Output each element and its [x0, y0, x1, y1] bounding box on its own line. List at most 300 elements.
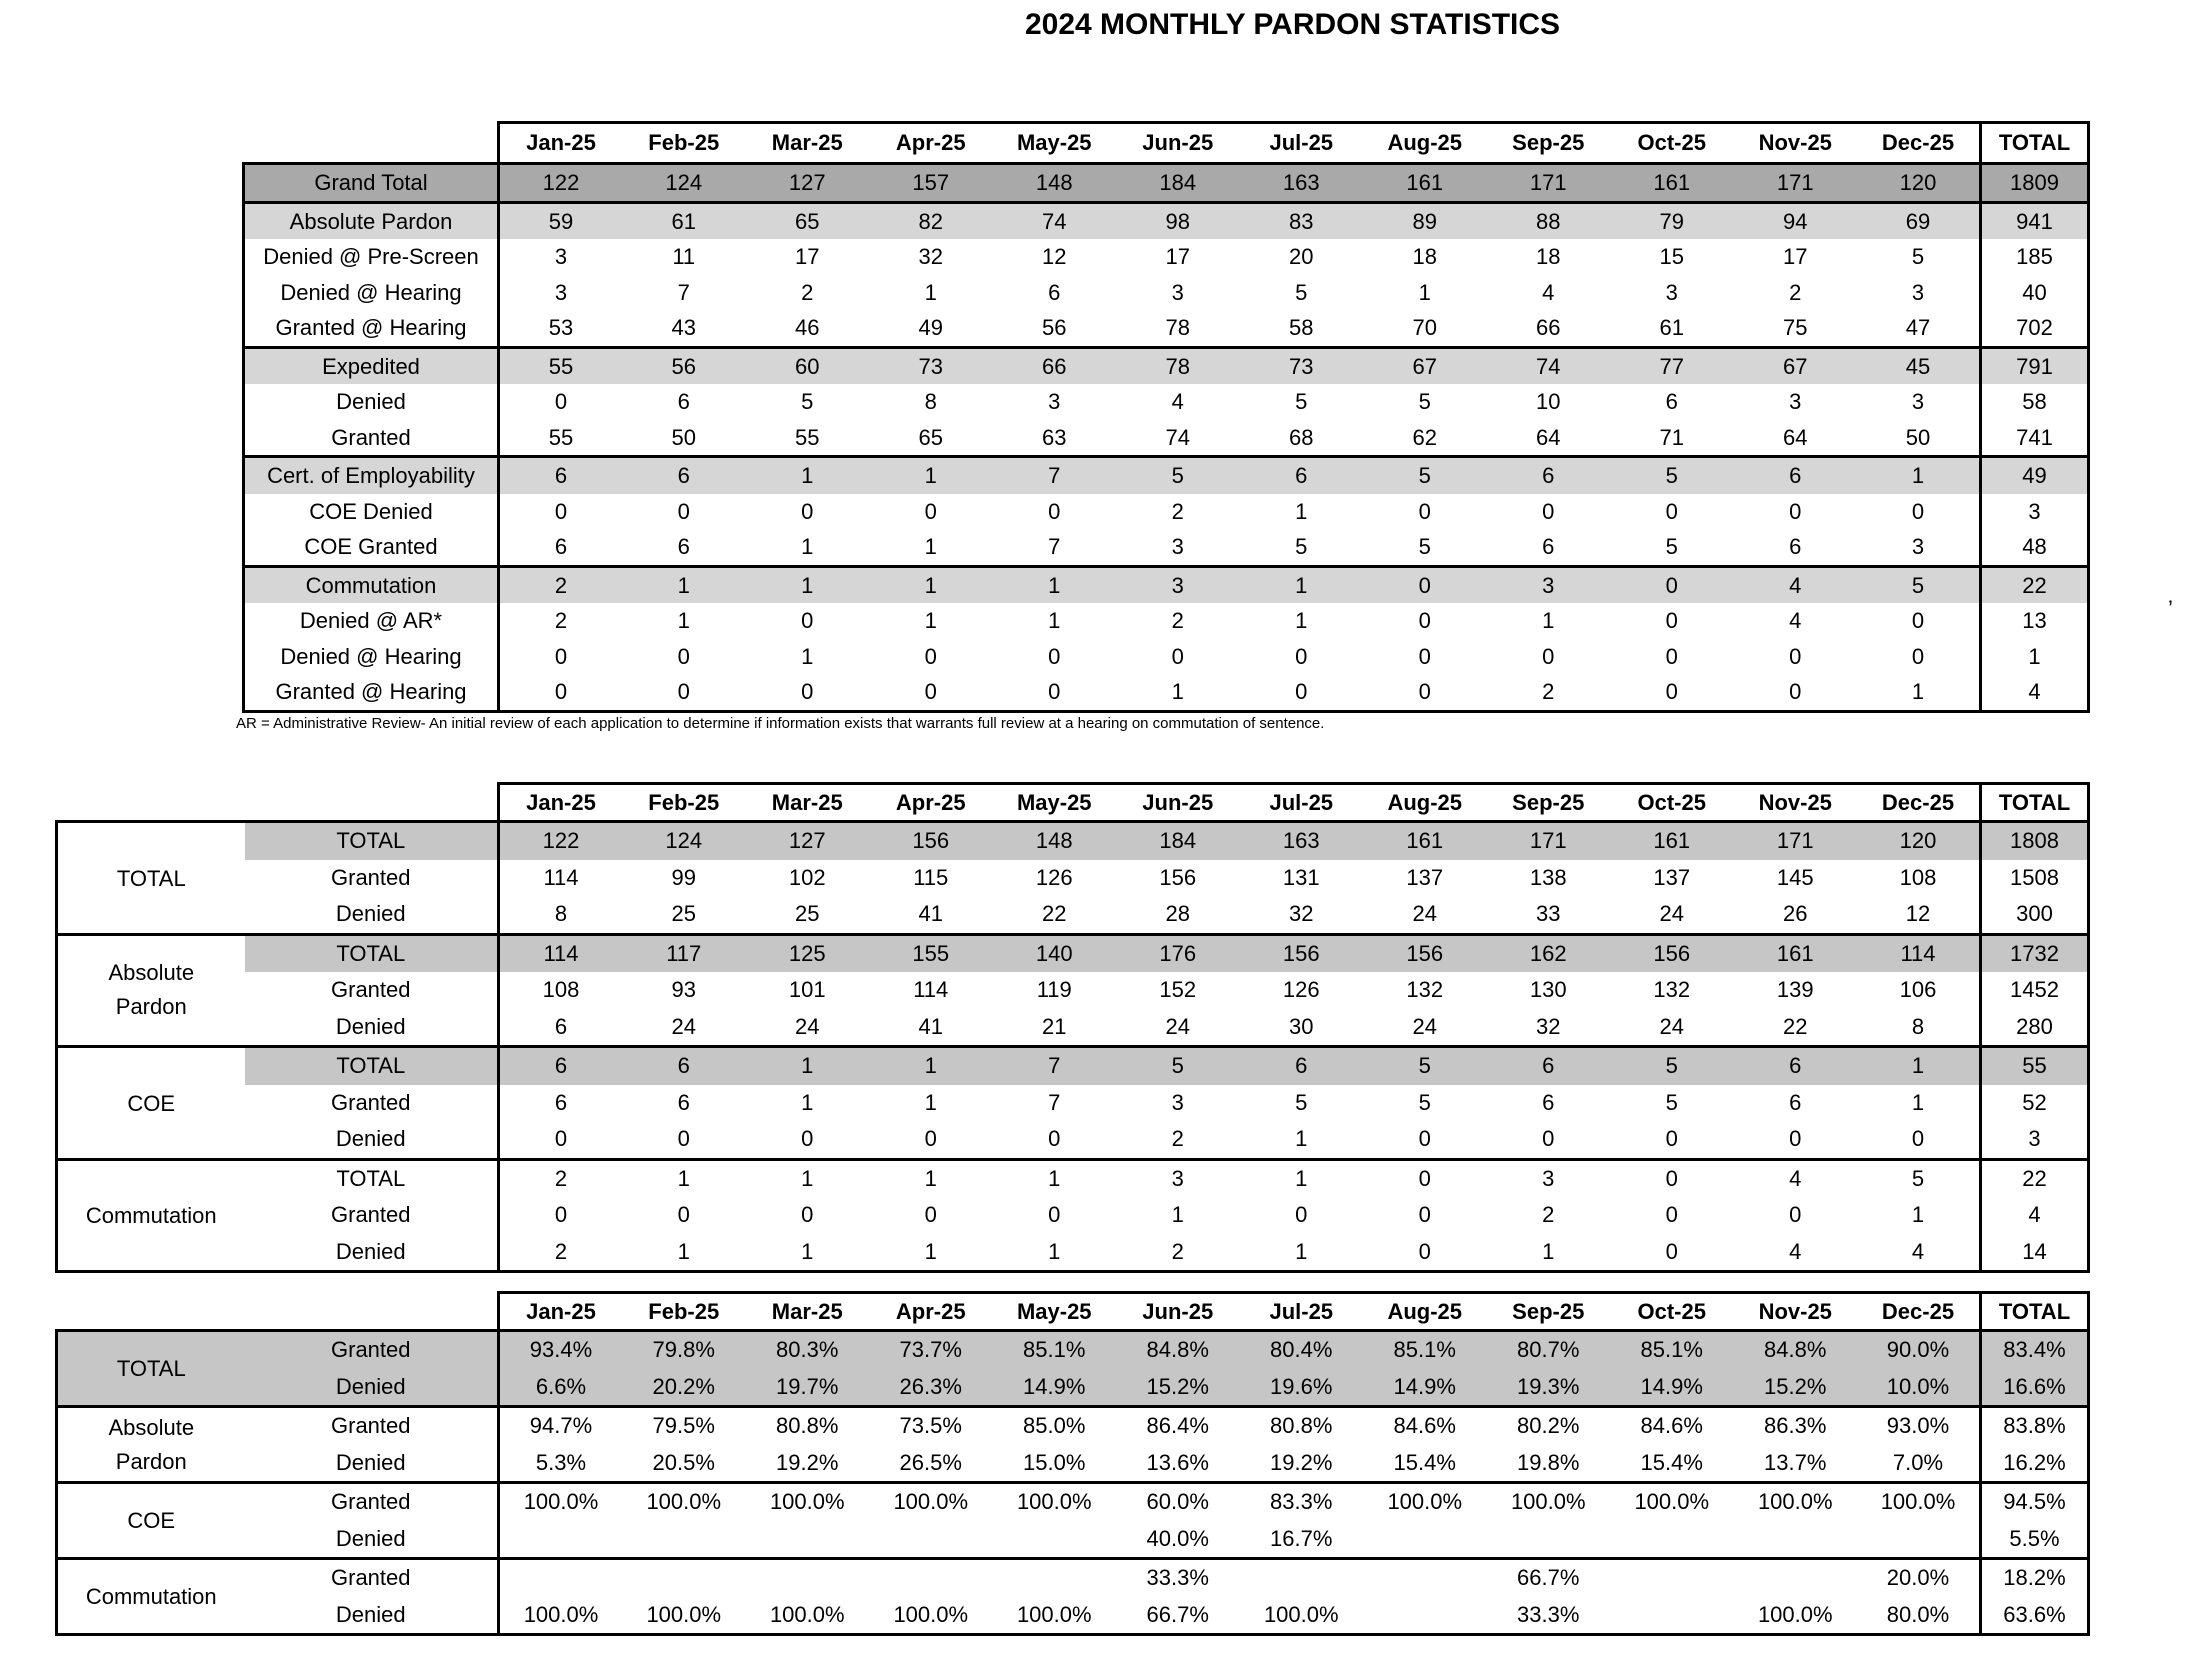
total-cell: 300	[1981, 896, 2089, 934]
value-cell: 12	[1905, 901, 1931, 926]
row-label: Denied	[245, 1234, 499, 1272]
value-cell: 3	[1665, 279, 1678, 305]
month-header: Jun-25	[1116, 1293, 1240, 1331]
value-cell: 7	[1048, 534, 1061, 559]
value-cell: 0	[1295, 643, 1308, 669]
value-cell: 5	[1363, 1047, 1487, 1085]
month-header: Apr-25	[869, 123, 993, 164]
month-header: Oct-25	[1610, 784, 1734, 822]
value-cell: 0	[499, 384, 623, 420]
value-cell: 1	[993, 1159, 1117, 1197]
value-cell: 66	[993, 347, 1117, 384]
month-header: Dec-25	[1857, 1293, 1981, 1331]
value-cell: 78	[1165, 315, 1190, 340]
value-cell: 120	[1857, 822, 1981, 860]
row-label: TOTAL	[245, 822, 499, 860]
value-cell: 7	[677, 279, 690, 305]
month-header: Feb-25	[622, 1293, 746, 1331]
row-label: Denied	[244, 384, 499, 420]
value-cell: 67	[1734, 347, 1858, 384]
value-cell: 73.7%	[869, 1331, 993, 1369]
value-cell: 7	[993, 1047, 1117, 1085]
value-cell: 114	[1857, 934, 1981, 972]
row-label: Denied	[335, 1013, 406, 1039]
value-cell: 71	[1659, 424, 1684, 450]
value-cell: 122	[499, 164, 623, 203]
value-cell: 100.0%	[746, 1483, 870, 1521]
value-cell: 0	[1665, 608, 1678, 633]
value-cell: 60	[746, 347, 870, 384]
value-cell: 0	[924, 1202, 937, 1227]
value-cell: 6	[622, 457, 746, 494]
table-row	[244, 457, 2089, 494]
value-cell: 100.0%	[499, 1597, 623, 1635]
value-cell: 45	[1857, 347, 1981, 384]
value-cell: 2	[1171, 1126, 1184, 1151]
value-cell: 1	[746, 1159, 870, 1197]
month-header: May-25	[993, 784, 1117, 822]
total-cell: 280	[1981, 1009, 2089, 1047]
value-cell: 93.4%	[499, 1331, 623, 1369]
monthly-pardon-detail-table	[242, 121, 2090, 713]
value-cell: 2	[499, 603, 623, 639]
value-cell: 6	[677, 534, 690, 559]
value-cell: 14.9%	[1363, 1369, 1487, 1407]
value-cell: 137	[1653, 864, 1691, 890]
value-cell: 0	[1610, 674, 1734, 711]
value-cell: 24	[795, 1013, 820, 1039]
table-row	[57, 1047, 2089, 1085]
value-cell: 0	[499, 639, 623, 675]
value-cell: 3	[499, 239, 623, 275]
value-cell: 163	[1240, 164, 1364, 203]
month-header: May-25	[993, 1293, 1117, 1331]
value-cell: 0	[1048, 498, 1061, 524]
total-cell: 1732	[1981, 934, 2089, 972]
month-header: Feb-25	[622, 784, 746, 822]
value-cell: 24	[1659, 1013, 1684, 1039]
value-cell: 148	[993, 164, 1117, 203]
value-cell: 1	[924, 534, 937, 559]
value-cell: 0	[1610, 1234, 1734, 1272]
value-cell: 184	[1116, 164, 1240, 203]
value-cell	[1610, 1521, 1734, 1559]
value-cell: 117	[622, 934, 746, 972]
row-label: Denied @ Pre-Screen	[244, 239, 499, 275]
value-cell: 162	[1487, 934, 1611, 972]
value-cell: 152	[1159, 977, 1197, 1002]
value-cell: 58	[1289, 315, 1314, 340]
value-cell: 2	[1487, 674, 1611, 711]
value-cell: 33.3%	[1116, 1559, 1240, 1597]
row-label: Granted	[245, 1483, 499, 1521]
value-cell: 1	[622, 1234, 746, 1272]
value-cell: 171	[1487, 164, 1611, 203]
value-cell: 3	[1171, 279, 1184, 305]
value-cell: 0	[869, 674, 993, 711]
value-cell: 32	[1536, 1013, 1561, 1039]
value-cell: 3	[1116, 566, 1240, 603]
value-cell: 0	[801, 1126, 814, 1151]
month-header: Jun-25	[1116, 784, 1240, 822]
value-cell: 0	[1911, 1126, 1925, 1151]
value-cell: 25	[795, 901, 820, 926]
value-cell: 3	[1171, 1089, 1184, 1115]
value-cell	[746, 1559, 870, 1597]
value-cell: 85.1%	[1610, 1331, 1734, 1369]
value-cell: 145	[1776, 864, 1814, 890]
value-cell: 15.0%	[1023, 1449, 1086, 1475]
value-cell: 65	[746, 202, 870, 239]
value-cell: 1	[1295, 498, 1308, 524]
value-cell: 50	[1905, 424, 1931, 450]
value-cell: 2	[1171, 498, 1184, 524]
group-label	[57, 934, 245, 1047]
month-header: Mar-25	[746, 784, 870, 822]
value-cell: 47	[1905, 315, 1931, 340]
value-cell: 84.6%	[1610, 1407, 1734, 1445]
value-cell: 100.0%	[1487, 1483, 1611, 1521]
value-cell: 93	[671, 977, 696, 1002]
value-cell: 66.7%	[1116, 1597, 1240, 1635]
value-cell: 79.5%	[622, 1407, 746, 1445]
value-cell: 106	[1899, 977, 1937, 1002]
value-cell: 0	[993, 674, 1117, 711]
value-cell: 100.0%	[1610, 1483, 1734, 1521]
value-cell: 5	[1665, 534, 1678, 559]
value-cell: 22	[1042, 901, 1067, 926]
group-label	[57, 1483, 245, 1559]
value-cell: 74	[1487, 347, 1611, 384]
value-cell: 8	[1911, 1013, 1925, 1039]
header-row	[57, 1293, 2089, 1331]
value-cell: 119	[1036, 977, 1072, 1002]
value-cell: 24	[1412, 1013, 1437, 1039]
value-cell: 49	[918, 315, 943, 340]
value-cell: 184	[1116, 822, 1240, 860]
total-cell: 741	[1981, 420, 2089, 457]
total-cell: 4	[1981, 1197, 2089, 1234]
value-cell: 8	[924, 389, 937, 414]
value-cell: 126	[1035, 864, 1073, 890]
value-cell: 5	[1665, 1089, 1678, 1115]
value-cell: 6	[1240, 1047, 1364, 1085]
total-cell: 40	[1981, 275, 2089, 311]
header-row	[57, 784, 2089, 822]
table-row	[57, 1597, 2089, 1635]
value-cell: 0	[746, 674, 870, 711]
value-cell: 0	[622, 674, 746, 711]
value-cell: 66.7%	[1487, 1559, 1611, 1597]
value-cell: 80.8%	[746, 1407, 870, 1445]
table-row	[57, 1197, 2089, 1234]
row-label: TOTAL	[245, 1159, 499, 1197]
value-cell: 0	[1610, 566, 1734, 603]
stray-artifact: ’	[2168, 596, 2173, 621]
group-label-text: TOTAL	[116, 865, 186, 891]
table-row	[57, 1483, 2089, 1521]
value-cell: 4	[1789, 608, 1802, 633]
value-cell: 94.7%	[499, 1407, 623, 1445]
total-cell: 791	[1981, 347, 2089, 384]
table-corner	[57, 784, 499, 822]
value-cell: 55	[499, 347, 623, 384]
value-cell: 6	[1487, 1047, 1611, 1085]
value-cell: 127	[746, 822, 870, 860]
month-header: May-25	[993, 123, 1117, 164]
row-label: Expedited	[244, 347, 499, 384]
value-cell: 32	[918, 244, 943, 269]
total-cell: 18.2%	[1981, 1559, 2089, 1597]
value-cell: 100.0%	[622, 1483, 746, 1521]
value-cell	[746, 1521, 870, 1559]
month-header: Jul-25	[1240, 123, 1364, 164]
value-cell: 15	[1659, 244, 1684, 269]
value-cell: 94	[1734, 202, 1858, 239]
value-cell: 1	[746, 1047, 870, 1085]
value-cell: 6	[1665, 389, 1678, 414]
value-cell: 6	[499, 1085, 623, 1122]
value-cell: 0	[1171, 643, 1184, 669]
month-header: Aug-25	[1363, 784, 1487, 822]
value-cell: 108	[1899, 864, 1937, 890]
total-cell: 52	[1981, 1085, 2089, 1122]
value-cell: 0	[677, 1126, 690, 1151]
row-label: Absolute Pardon	[244, 202, 499, 239]
value-cell: 46	[795, 315, 820, 340]
value-cell: 5	[1295, 279, 1308, 305]
value-cell: 0	[1734, 674, 1858, 711]
table-row	[244, 529, 2089, 566]
value-cell: 14.9%	[1610, 1369, 1734, 1407]
value-cell: 50	[671, 424, 696, 450]
value-cell: 19.3%	[1487, 1369, 1611, 1407]
value-cell: 1	[677, 608, 690, 633]
value-cell: 5	[1363, 457, 1487, 494]
value-cell: 5.3%	[499, 1445, 623, 1483]
value-cell: 5	[1295, 1089, 1308, 1115]
value-cell: 21	[1042, 1013, 1067, 1039]
table-row	[57, 1085, 2089, 1122]
total-header: TOTAL	[1981, 1293, 2089, 1331]
total-cell: 702	[1981, 310, 2089, 347]
value-cell: 85.0%	[993, 1407, 1117, 1445]
group-label	[57, 1159, 245, 1272]
value-cell: 3	[499, 275, 623, 311]
value-cell: 4	[1542, 279, 1555, 305]
table-row	[57, 822, 2089, 860]
row-label: Granted	[331, 1089, 411, 1115]
value-cell: 80.8%	[1240, 1407, 1364, 1445]
table-row	[244, 347, 2089, 384]
value-cell: 0	[1418, 1126, 1431, 1151]
value-cell: 1	[993, 566, 1117, 603]
value-cell: 3	[1789, 389, 1802, 414]
value-cell	[993, 1559, 1117, 1597]
value-cell: 89	[1363, 202, 1487, 239]
value-cell: 26.3%	[869, 1369, 993, 1407]
value-cell: 78	[1116, 347, 1240, 384]
value-cell: 0	[499, 494, 623, 530]
total-cell: 58	[1981, 384, 2089, 420]
value-cell: 5	[1610, 1047, 1734, 1085]
value-cell: 3	[1911, 534, 1925, 559]
value-cell: 114	[499, 934, 623, 972]
value-cell: 33.3%	[1487, 1597, 1611, 1635]
value-cell: 140	[993, 934, 1117, 972]
value-cell: 100.0%	[869, 1597, 993, 1635]
value-cell: 5	[1857, 566, 1981, 603]
value-cell: 1	[1911, 1089, 1925, 1115]
value-cell: 0	[1542, 498, 1555, 524]
value-cell: 131	[1282, 864, 1320, 890]
value-cell	[1734, 1521, 1858, 1559]
row-label: Granted	[331, 1202, 411, 1227]
value-cell: 70	[1412, 315, 1437, 340]
value-cell: 93.0%	[1857, 1407, 1981, 1445]
table-row	[57, 896, 2089, 934]
total-cell: 16.2%	[1981, 1445, 2089, 1483]
value-cell: 1	[1857, 1047, 1981, 1085]
value-cell: 79	[1610, 202, 1734, 239]
value-cell: 1	[746, 457, 870, 494]
value-cell: 17	[795, 244, 820, 269]
granted-denied-counts-table	[55, 782, 2090, 1273]
value-cell: 1	[1048, 608, 1061, 633]
value-cell: 19.8%	[1517, 1449, 1580, 1475]
value-cell: 6	[499, 529, 623, 566]
month-header: Jan-25	[499, 784, 623, 822]
value-cell: 1	[801, 534, 814, 559]
value-cell: 5	[801, 389, 814, 414]
value-cell: 7.0%	[1892, 1449, 1944, 1475]
value-cell: 5	[1857, 1159, 1981, 1197]
value-cell: 6	[1734, 457, 1858, 494]
value-cell: 125	[746, 934, 870, 972]
value-cell: 75	[1783, 315, 1808, 340]
value-cell: 69	[1857, 202, 1981, 239]
total-cell: 14	[1981, 1234, 2089, 1272]
table-row	[244, 494, 2089, 530]
value-cell: 0	[924, 498, 937, 524]
value-cell	[1610, 1597, 1734, 1635]
value-cell: 137	[1406, 864, 1444, 890]
value-cell: 99	[671, 864, 696, 890]
month-header: Sep-25	[1487, 1293, 1611, 1331]
value-cell: 19.7%	[746, 1369, 870, 1407]
month-header: Nov-25	[1734, 123, 1858, 164]
group-label-text: COE	[127, 1508, 176, 1534]
table-corner	[244, 123, 499, 164]
table-row	[244, 310, 2089, 347]
value-cell: 15.4%	[1640, 1449, 1703, 1475]
value-cell: 19.6%	[1240, 1369, 1364, 1407]
row-label: COE Denied	[244, 494, 499, 530]
month-header: Aug-25	[1363, 123, 1487, 164]
value-cell: 156	[1363, 934, 1487, 972]
total-cell: 94.5%	[1981, 1483, 2089, 1521]
table-row	[57, 934, 2089, 972]
row-label: Granted	[245, 1559, 499, 1597]
value-cell: 2	[1171, 608, 1184, 633]
value-cell: 1	[869, 1234, 993, 1272]
value-cell: 4	[1734, 1234, 1858, 1272]
value-cell: 26	[1783, 901, 1808, 926]
row-label: Denied @ Hearing	[244, 275, 499, 311]
value-cell: 2	[801, 279, 814, 305]
header-row	[244, 123, 2089, 164]
value-cell: 5	[1911, 244, 1925, 269]
total-cell: 1808	[1981, 822, 2089, 860]
value-cell: 6	[622, 1047, 746, 1085]
value-cell: 155	[869, 934, 993, 972]
value-cell: 1	[1295, 608, 1308, 633]
value-cell: 8	[499, 896, 623, 934]
value-cell: 0	[1542, 643, 1555, 669]
value-cell: 1	[924, 608, 937, 633]
value-cell: 53	[499, 310, 623, 347]
value-cell: 90.0%	[1857, 1331, 1981, 1369]
value-cell: 20.5%	[652, 1449, 715, 1475]
value-cell: 83.3%	[1240, 1483, 1364, 1521]
value-cell: 16.7%	[1270, 1525, 1333, 1551]
value-cell: 73	[1240, 347, 1364, 384]
total-cell: 49	[1981, 457, 2089, 494]
month-header: Jun-25	[1116, 123, 1240, 164]
value-cell: 1	[924, 279, 937, 305]
table-row	[57, 1407, 2089, 1445]
value-cell: 161	[1363, 164, 1487, 203]
value-cell: 2	[1542, 1202, 1555, 1227]
value-cell: 0	[1418, 1202, 1431, 1227]
value-cell: 86.4%	[1116, 1407, 1240, 1445]
value-cell: 171	[1734, 822, 1858, 860]
value-cell: 156	[869, 822, 993, 860]
total-cell: 185	[1981, 239, 2089, 275]
table-row	[57, 1009, 2089, 1047]
month-header: Jul-25	[1240, 784, 1364, 822]
value-cell: 6	[499, 1009, 623, 1047]
value-cell: 6	[1487, 457, 1611, 494]
value-cell: 15.2%	[1116, 1369, 1240, 1407]
value-cell: 100.0%	[869, 1483, 993, 1521]
value-cell: 4	[1857, 1234, 1981, 1272]
value-cell: 80.2%	[1487, 1407, 1611, 1445]
value-cell: 0	[1363, 1159, 1487, 1197]
value-cell: 80.4%	[1240, 1331, 1364, 1369]
value-cell: 6.6%	[499, 1369, 623, 1407]
value-cell: 161	[1610, 164, 1734, 203]
month-header: Dec-25	[1857, 784, 1981, 822]
value-cell: 6	[1542, 1089, 1555, 1115]
row-label: Granted	[331, 977, 411, 1002]
table-row	[57, 1331, 2089, 1369]
value-cell	[1363, 1521, 1487, 1559]
row-label: Denied	[335, 1449, 406, 1475]
total-cell: 83.4%	[1981, 1331, 2089, 1369]
value-cell	[622, 1559, 746, 1597]
value-cell: 74	[993, 202, 1117, 239]
value-cell: 126	[1282, 977, 1320, 1002]
value-cell: 1	[1857, 457, 1981, 494]
total-cell: 22	[1981, 1159, 2089, 1197]
row-label: Denied	[245, 1597, 499, 1635]
value-cell: 100.0%	[1734, 1483, 1858, 1521]
value-cell: 3	[1116, 1159, 1240, 1197]
value-cell: 161	[1734, 934, 1858, 972]
value-cell: 6	[677, 1089, 690, 1115]
value-cell: 0	[1665, 1202, 1678, 1227]
